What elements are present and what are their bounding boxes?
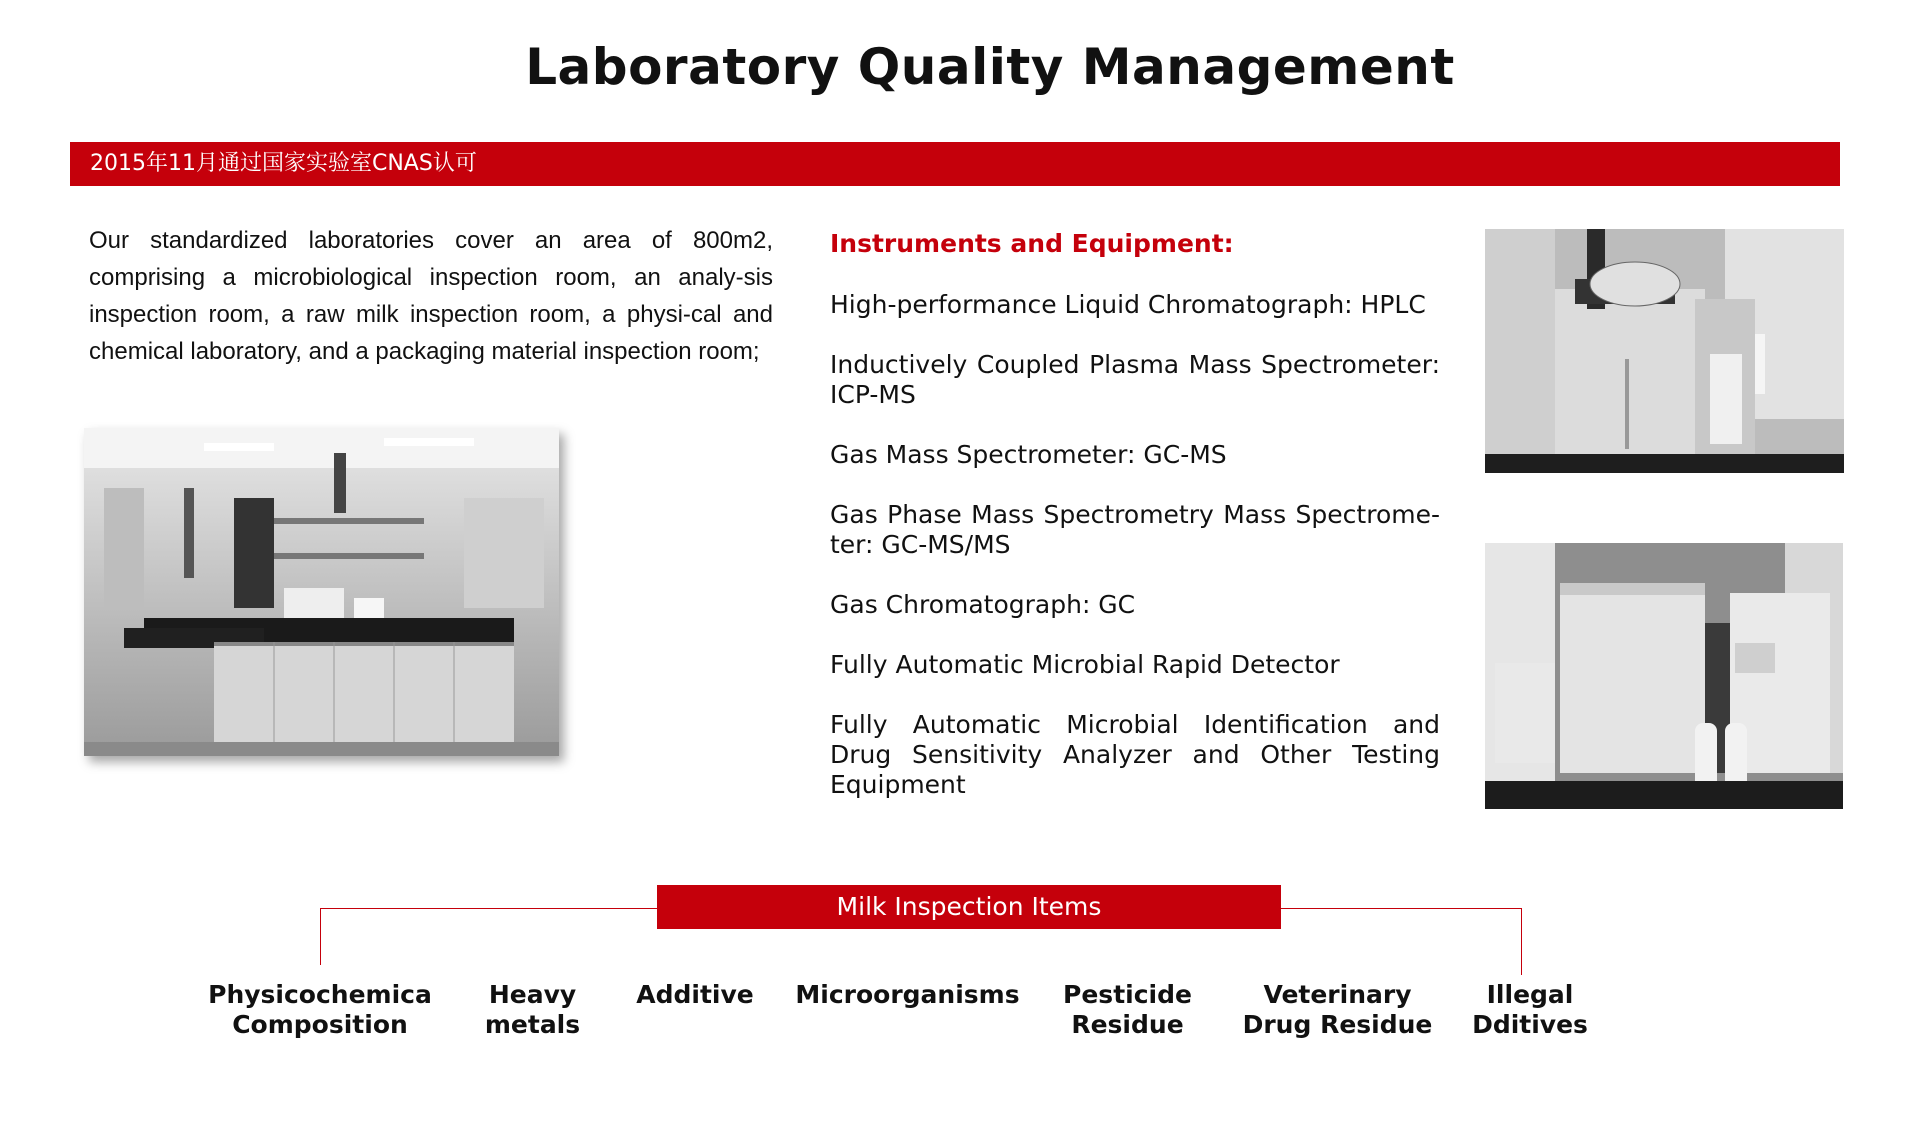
inspection-item-line1: Physicochemica xyxy=(208,980,432,1009)
connector-line-left xyxy=(320,908,658,965)
equipment-list xyxy=(830,290,1440,830)
inspection-item xyxy=(1450,980,1610,1040)
spectrometer-photo xyxy=(1485,543,1843,809)
page-title: Laboratory Quality Management xyxy=(525,38,1455,96)
equipment-item: Fully Automatic Microbial Rapid Detector xyxy=(830,650,1340,679)
inspection-item-line1: Additive xyxy=(636,980,754,1009)
equipment-item: Gas Chromatograph: GC xyxy=(830,590,1136,619)
equipment-item: High-performance Liquid Chromatograph: HPLC xyxy=(830,290,1426,319)
inspection-item xyxy=(790,980,1025,1010)
inspection-item-line1: Pesticide xyxy=(1063,980,1192,1009)
equipment-heading: Instruments and Equipment: xyxy=(830,229,1234,258)
inspection-item xyxy=(200,980,440,1040)
inspection-item xyxy=(1050,980,1205,1040)
inspection-item xyxy=(455,980,610,1040)
inspection-item-line1: Microorganisms xyxy=(795,980,1020,1009)
inspection-item-line1: Illegal xyxy=(1486,980,1574,1009)
inspection-item-line2: metals xyxy=(484,1010,581,1039)
equipment-item: Fully Automatic Microbial Identification and Drug Sensitivity Analyzer and Other Testing Equipment xyxy=(830,710,1440,799)
inspection-item-line1: Heavy xyxy=(488,980,577,1009)
inspection-item-line1: Veterinary xyxy=(1263,980,1412,1009)
inspection-item xyxy=(620,980,770,1010)
intro-text: Our standardized laboratories cover an area of 800m2, comprising a microbiological inspection room, an analy-sis inspection room, a raw milk inspection room, a physi-cal and chemical laboratory, and a packaging material inspection room; xyxy=(89,227,773,365)
gas-chromatograph-photo xyxy=(1485,229,1844,473)
certification-banner: 2015年11月通过国家实验室CNAS认可 xyxy=(70,142,1840,186)
equipment-item: Gas Mass Spectrometer: GC-MS xyxy=(830,440,1227,469)
connector-line-right xyxy=(1281,908,1522,975)
inspection-item-line2: Dditives xyxy=(1472,1010,1588,1039)
inspection-item-line2: Residue xyxy=(1071,1010,1184,1039)
inspection-item-line2: Composition xyxy=(232,1010,408,1039)
equipment-item: Inductively Coupled Plasma Mass Spectrometer: ICP-MS xyxy=(830,350,1440,409)
laboratory-photo xyxy=(84,428,559,756)
inspection-item xyxy=(1235,980,1440,1040)
milk-inspection-banner: Milk Inspection Items xyxy=(657,885,1281,929)
equipment-item: Gas Phase Mass Spectrometry Mass Spectrome-ter: GC-MS/MS xyxy=(830,500,1440,559)
inspection-item-line2: Drug Residue xyxy=(1242,1010,1433,1039)
